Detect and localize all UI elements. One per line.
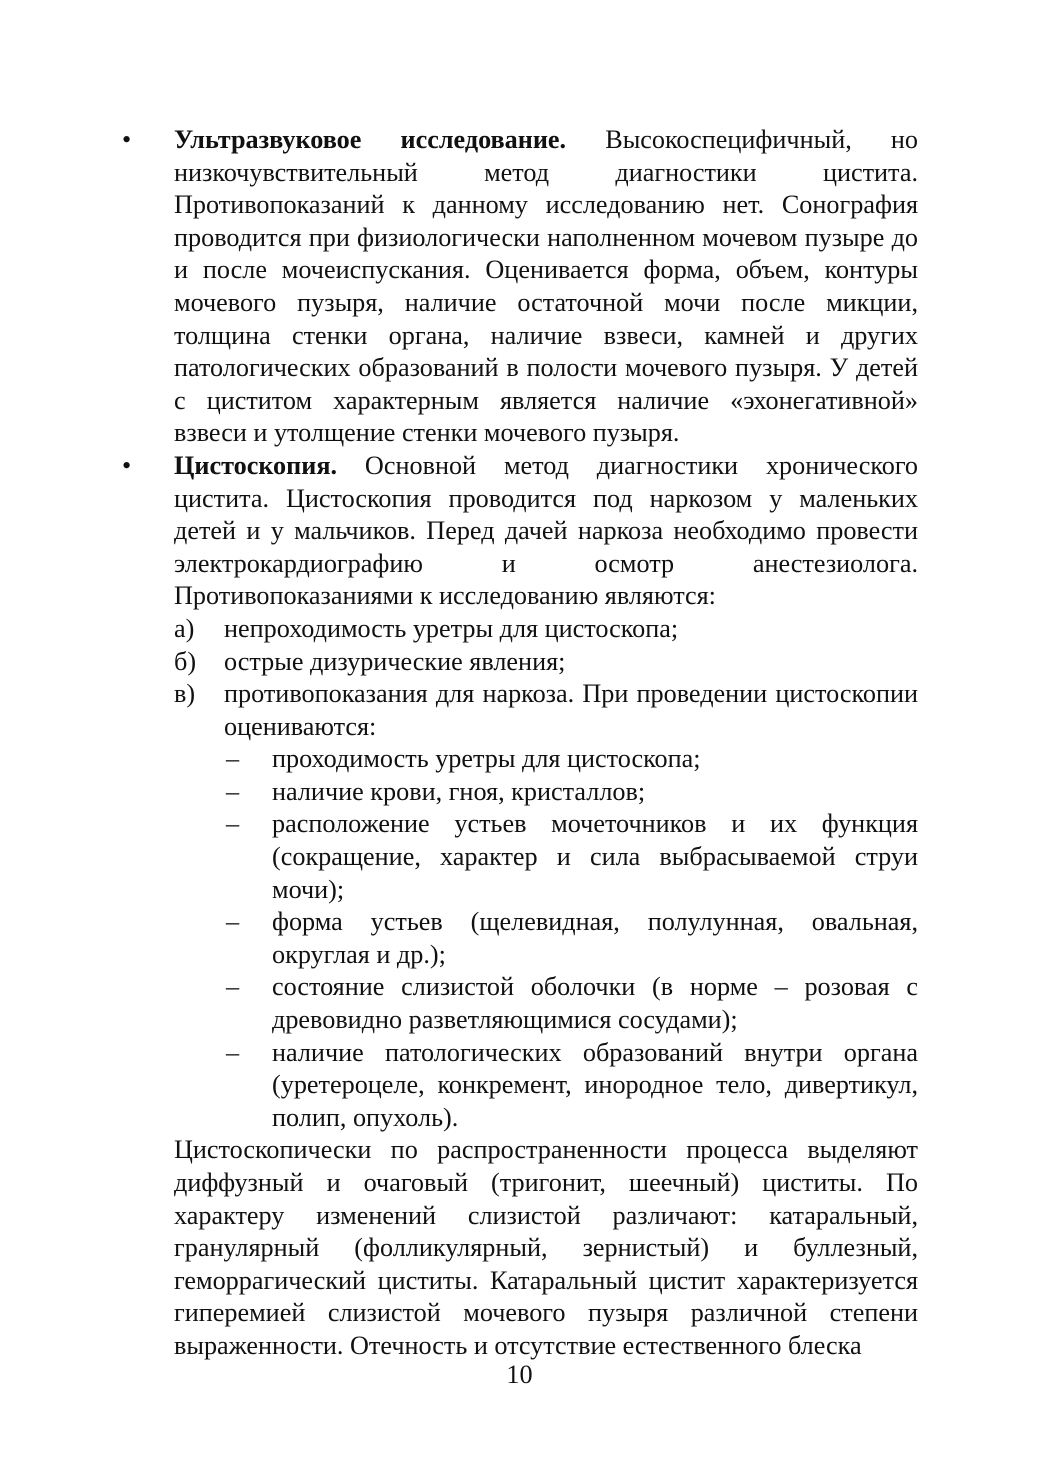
contraindication-item <box>174 646 918 679</box>
assessed-text: форма устьев (щелевидная, полулунная, овальная, округлая и др.); <box>272 907 918 969</box>
contraindication-item <box>174 678 918 743</box>
bullet-marker: • <box>122 450 132 480</box>
page-body <box>118 124 918 1363</box>
contraindication-text: противопоказания для наркоза. При проведении цистоскопии оцениваются: <box>224 679 918 741</box>
contraindication-text: острые дизурические явления; <box>224 646 566 676</box>
page-number: 10 <box>506 1360 533 1389</box>
dash-marker: – <box>226 776 240 806</box>
assessed-item <box>174 971 918 1036</box>
bullet-lead-ultrasound: Ультразвуковое исследование. <box>174 125 567 154</box>
dash-marker: – <box>226 744 240 774</box>
assessed-text: состояние слизистой оболочки (в норме – розовая с древовидно разветляющимися сосудами); <box>272 972 918 1035</box>
assessed-item <box>174 776 918 809</box>
list-marker: б) <box>174 646 197 676</box>
list-marker: в) <box>174 679 196 709</box>
dash-marker: – <box>226 1037 240 1067</box>
bullet-item-cystoscopy <box>118 450 918 1134</box>
list-marker: а) <box>174 613 195 643</box>
assessed-item <box>174 906 918 971</box>
bullet-marker: • <box>122 125 132 154</box>
bullet-item-ultrasound <box>118 124 918 450</box>
assessed-text: проходимость уретры для цистоскопа; <box>272 744 701 774</box>
bullet-lead-cystoscopy: Цистоскопия. <box>174 450 338 480</box>
assessed-text: расположение устьев мочеточников и их функция (сокращение, характер и сила выбрасываемой струи мочи); <box>272 809 918 904</box>
contraindication-item <box>174 613 918 646</box>
assessed-item <box>174 1037 918 1135</box>
assessed-text: наличие патологических образований внутри органа (уретероцеле, конкремент, инородное тело, дивертикул, полип, опухоль). <box>272 1037 918 1132</box>
dash-marker: – <box>226 972 240 1002</box>
bullet-text-cystoscopy: Основной метод диагностики хронического цистита. Цистоскопия проводится под наркозом у маленьких детей и у мальчиков. Перед дачей наркоза необходимо провести электрокардиографию и осмотр анестезиолога. Противопоказаниями к исследованию являются: <box>174 450 918 611</box>
dash-marker: – <box>226 809 240 839</box>
bullet-text-ultrasound: Высокоспецифичный, но низкочувствительный метод диагностики цистита. Противопоказаний к данному исследованию нет. Сонография проводится при физиологически наполненном мочевом пузыре до и после мочеиспускания. Оценивается форма, объем, контуры мочевого пузыря, наличие остаточной мочи после микции, толщина стенки органа, наличие взвеси, камней и других патологических образований в полости мочевого пузыря. У детей с циститом характерным является наличие «эхонегативной» взвеси и утолщение стенки мочевого пузыря. <box>174 125 919 448</box>
assessed-item <box>174 743 918 776</box>
assessed-text: наличие крови, гноя, кристаллов; <box>272 776 646 806</box>
closing-paragraph: Цистоскопически по распространенности процесса выделяют диффузный и очаговый (тригонит, шеечный) циститы. По характеру изменений слизистой различают: катаральный, гранулярный (фолликулярный, зернистый) и буллезный, геморрагический циститы. Катаральный цистит характеризуется гиперемией слизистой мочевого пузыря различной степени выраженности. Отечность и отсутствие естественного блеска <box>174 1135 918 1360</box>
dash-marker: – <box>226 907 240 937</box>
assessed-item <box>174 808 918 906</box>
contraindication-text: непроходимость уретры для цистоскопа; <box>224 613 679 643</box>
